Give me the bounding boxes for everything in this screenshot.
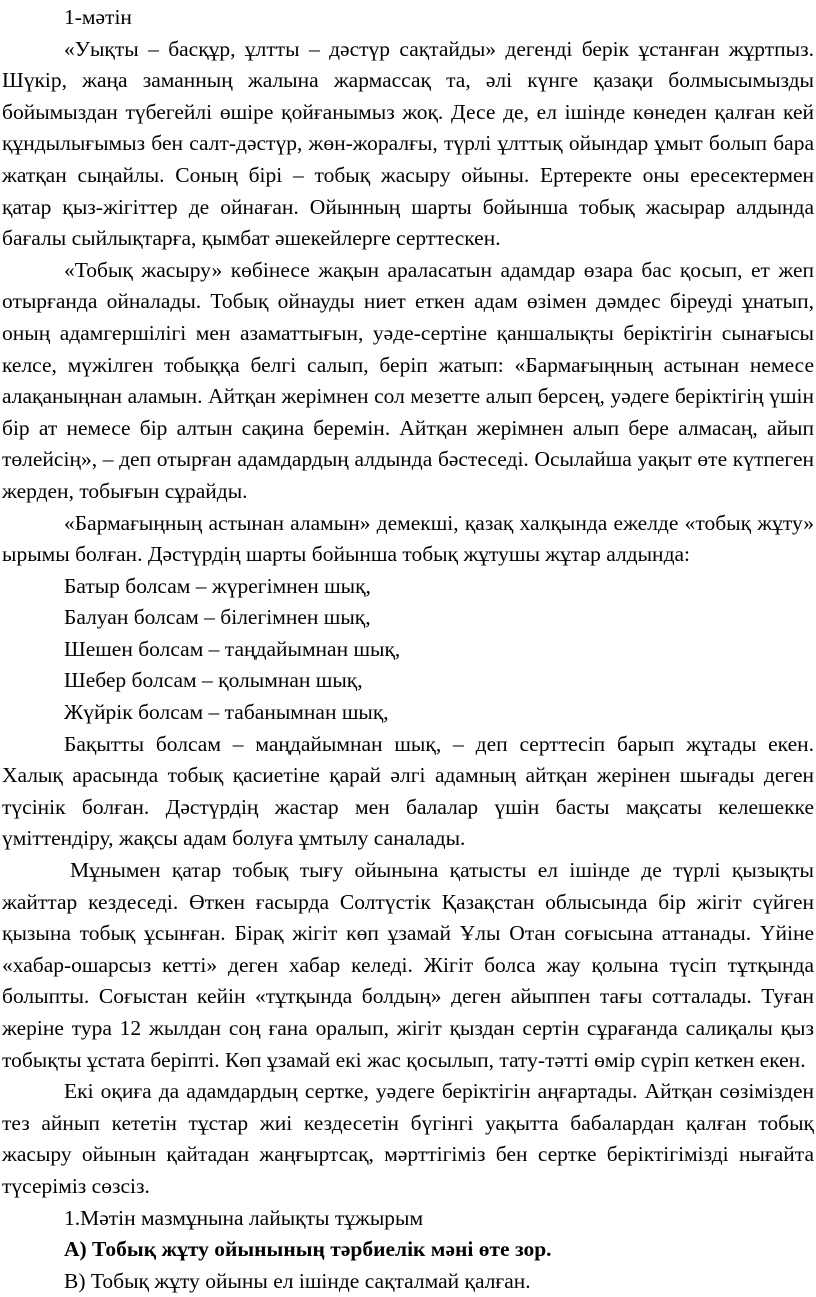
paragraph-intro: «Уықты – басқұр, ұлтты – дәстүр сақтайды» дегенді берік ұстанған жұртпыз. Шүкір, жаңа заманның жалына жармассақ та, әлі күнге қазақи болмысымызды бойымыздан түбегейлі өшіре қойғанымыз жоқ. Десе де, ел ішінде көнеден қалған кей құндылығымыз бен салт-дәстүр, жөн-жоралғы, түрлі ұлттық ойындар ұмыт болып бара жатқан сыңайлы. Соның бірі – тобық жасыру ойыны. Ертеректе оны ересектермен қатар қыз-жігіттер де ойнаған. Ойынның шарты бойынша тобық жасырар алдында бағалы сыйлықтарға, қымбат әшекейлерге серттескен.	[2, 36, 814, 251]
paragraph-game-rules: «Тобық жасыру» көбінесе жақын араласатын адамдар өзара бас қосып, ет жеп отырғанда ойналады. Тобық ойнауды ниет еткен адам өзімен дәмдес біреуді ұнатып, оның адамгершілігі мен азаматтығын, уәде-сертіне қаншалықты беріктігін сынағысы келсе, мүжілген тобыққа белгі салып, беріп жатып: «Бармағыңның астынан немесе алақаныңнан аламын. Айтқан жерімнен сол мезетте алып берсең, уәдеге беріктігің үшін бір ат немесе бір алтын сақина беремін. Айтқан жерімнен алып бере алмасаң, айып төлейсің», – деп отырған адамдардың алдында бәстеседі. Осылайша уақыт өте күтпеген жерден, тобығын сұрайды.	[2, 257, 814, 503]
answer-option-a[interactable]: A) Тобық жұту ойынының тәрбиелік мәні өте зор.	[64, 1237, 552, 1262]
verse-line: Батыр болсам – жүрегімнен шық,	[64, 573, 371, 598]
answer-option-b[interactable]: B) Тобық жұту ойыны ел ішінде сақталмай қалған.	[64, 1268, 531, 1293]
document-title: 1-мәтін	[64, 5, 132, 29]
paragraph-conclusion: Екі оқиға да адамдардың сертке, уәдеге беріктігін аңғартады. Айтқан сөзімізден тез айнып кететін тұстар жиі кездесетін бүгінгі уақытта бабалардан қалған тобық жасыру ойынын қайтадан жаңғыртсақ, мәрттігіміз бен сертке беріктігімізді нығайта түсеріміз сөзсіз.	[2, 1079, 814, 1198]
verse-line: Шешен болсам – таңдайымнан шық,	[64, 636, 401, 661]
paragraph-story: Мұнымен қатар тобық тығу ойынына қатысты ел ішінде де түрлі қызықты жайттар кездеседі. Өткен ғасырда Солтүстік Қазақстан облысында бір жігіт сүйген қызына тобық ұсынған. Бірақ жігіт көп ұзамай Ұлы Отан соғысына аттанады. Үйіне «хабар-ошарсыз кетті» деген хабар келеді. Жігіт болса жау қолына түсіп тұтқында болыпты. Соғыстан кейін «тұтқында болдың» деген айыппен тағы сотталады. Туған жеріне тура 12 жылдан соң ғана оралып, жігіт қыздан сертін сұрағанда салиқалы қыз тобықты ұстата беріпті. Көп ұзамай екі жас қосылып, тату-тәтті өмір сүріп кеткен екен.	[2, 858, 814, 1072]
question-text: 1.Мәтін мазмұнына лайықты тұжырым	[64, 1205, 424, 1230]
verse-line: Балуан болсам – білегімнен шық,	[64, 605, 371, 630]
verse-line: Жүйрік болсам – табанымнан шық,	[64, 700, 389, 725]
paragraph-after-verse: Бақытты болсам – маңдайымнан шық, – деп серттесіп барып жұтады екен. Халық арасында тобық қасиетіне қарай әлгі адамның айтқан жерінен шығады деген түсінік болған. Дәстүрдің жастар мен балалар үшін басты мақсаты келешекке үміттендіру, жақсы адам болуға ұмтылу саналады.	[2, 731, 814, 851]
verse-line: Шебер болсам – қолымнан шық,	[64, 668, 363, 693]
paragraph-tradition: «Бармағыңның астынан аламын» демекші, қазақ халқында ежелде «тобық жұту» ырымы болған. Дәстүрдің шарты бойынша тобық жұтушы жұтар алдында:	[2, 510, 814, 567]
